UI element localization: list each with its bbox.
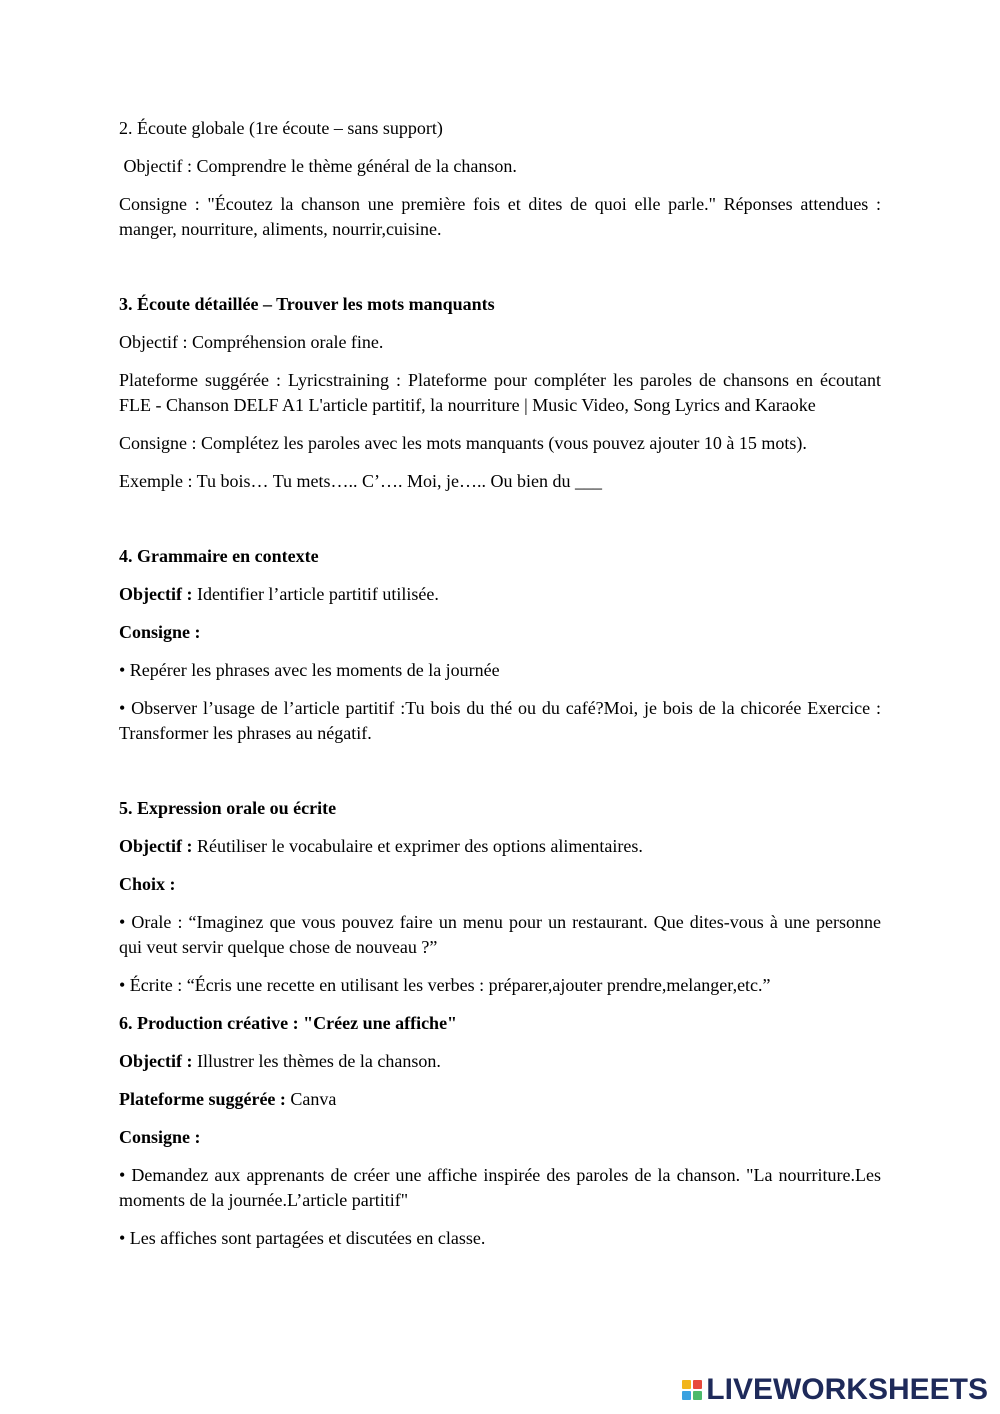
- section-5-bullet-1: • Orale : “Imaginez que vous pouvez faire un menu pour un restaurant. Que dites-vous à une personne qui veut servir quelque chose de nouveau ?”: [119, 912, 881, 957]
- section-6-objectif: [119, 1049, 881, 1074]
- section-3-objectif: Objectif : Compréhension orale fine.: [119, 332, 384, 352]
- section-3-title: 3. Écoute détaillée – Trouver les mots manquants: [119, 294, 495, 314]
- section-5-choix-label: Choix :: [119, 874, 176, 894]
- section-3-exemple: Exemple : Tu bois… Tu mets….. C’…. Moi, je….. Ou bien du ___: [119, 471, 603, 491]
- logo-square-blue: [682, 1391, 691, 1400]
- liveworksheets-logo: [682, 1375, 988, 1405]
- section-4-objectif-label: Objectif :: [119, 584, 193, 604]
- section-6-plateforme-label: Plateforme suggérée :: [119, 1089, 286, 1109]
- section-4-consigne-label: Consigne :: [119, 622, 201, 642]
- section-5-bullet-2: • Écrite : “Écris une recette en utilisant les verbes : préparer,ajouter prendre,melanger,etc.”: [119, 975, 771, 995]
- section-5-objectif-text: Réutiliser le vocabulaire et exprimer des options alimentaires.: [192, 836, 643, 856]
- section-6-plateforme-text: Canva: [285, 1089, 337, 1109]
- section-4-title: 4. Grammaire en contexte: [119, 546, 319, 566]
- section-5-objectif-label: Objectif :: [119, 836, 193, 856]
- section-6-plateforme: [119, 1087, 881, 1112]
- liveworksheets-logo-icon: [682, 1380, 702, 1400]
- section-3-plateforme: Plateforme suggérée : Lyricstraining : Plateforme pour compléter les paroles de chansons en écoutant FLE - Chanson DELF A1 L'article partitif, la nourriture | Music Video, Song Lyrics and Karaoke: [119, 370, 881, 415]
- section-6-objectif-label: Objectif :: [119, 1051, 193, 1071]
- section-4-objectif-text: Identifier l’article partitif utilisée.: [192, 584, 439, 604]
- logo-square-yellow: [682, 1380, 691, 1389]
- section-2-consigne: Consigne : "Écoutez la chanson une première fois et dites de quoi elle parle." Réponses attendues : manger, nourriture, aliments, nourrir,cuisine.: [119, 194, 881, 239]
- liveworksheets-logo-text: LIVEWORKSHEETS: [706, 1373, 988, 1406]
- section-2-objectif: Objectif : Comprendre le thème général de la chanson.: [119, 156, 517, 176]
- section-2-title: 2. Écoute globale (1re écoute – sans support): [119, 118, 443, 138]
- section-4-objectif: [119, 582, 881, 607]
- section-6-consigne-label: Consigne :: [119, 1127, 201, 1147]
- section-4-bullet-2: • Observer l’usage de l’article partitif :Tu bois du thé ou du café?Moi, je bois de la chicorée Exercice : Transformer les phrases au négatif.: [119, 698, 881, 743]
- section-4-bullet-1: • Repérer les phrases avec les moments de la journée: [119, 660, 500, 680]
- section-5-title: 5. Expression orale ou écrite: [119, 798, 337, 818]
- section-3-consigne: Consigne : Complétez les paroles avec les mots manquants (vous pouvez ajouter 10 à 15 mots).: [119, 433, 807, 453]
- document-body: [119, 116, 881, 1264]
- logo-square-green: [693, 1391, 702, 1400]
- section-6-bullet-2: • Les affiches sont partagées et discutées en classe.: [119, 1228, 486, 1248]
- section-5-objectif: [119, 834, 881, 859]
- section-6-objectif-text: Illustrer les thèmes de la chanson.: [192, 1051, 441, 1071]
- section-6-bullet-1: • Demandez aux apprenants de créer une affiche inspirée des paroles de la chanson. "La nourriture.Les moments de la journée.L’article partitif": [119, 1165, 881, 1210]
- logo-square-red: [693, 1380, 702, 1389]
- section-6-title: 6. Production créative : "Créez une affiche": [119, 1013, 458, 1033]
